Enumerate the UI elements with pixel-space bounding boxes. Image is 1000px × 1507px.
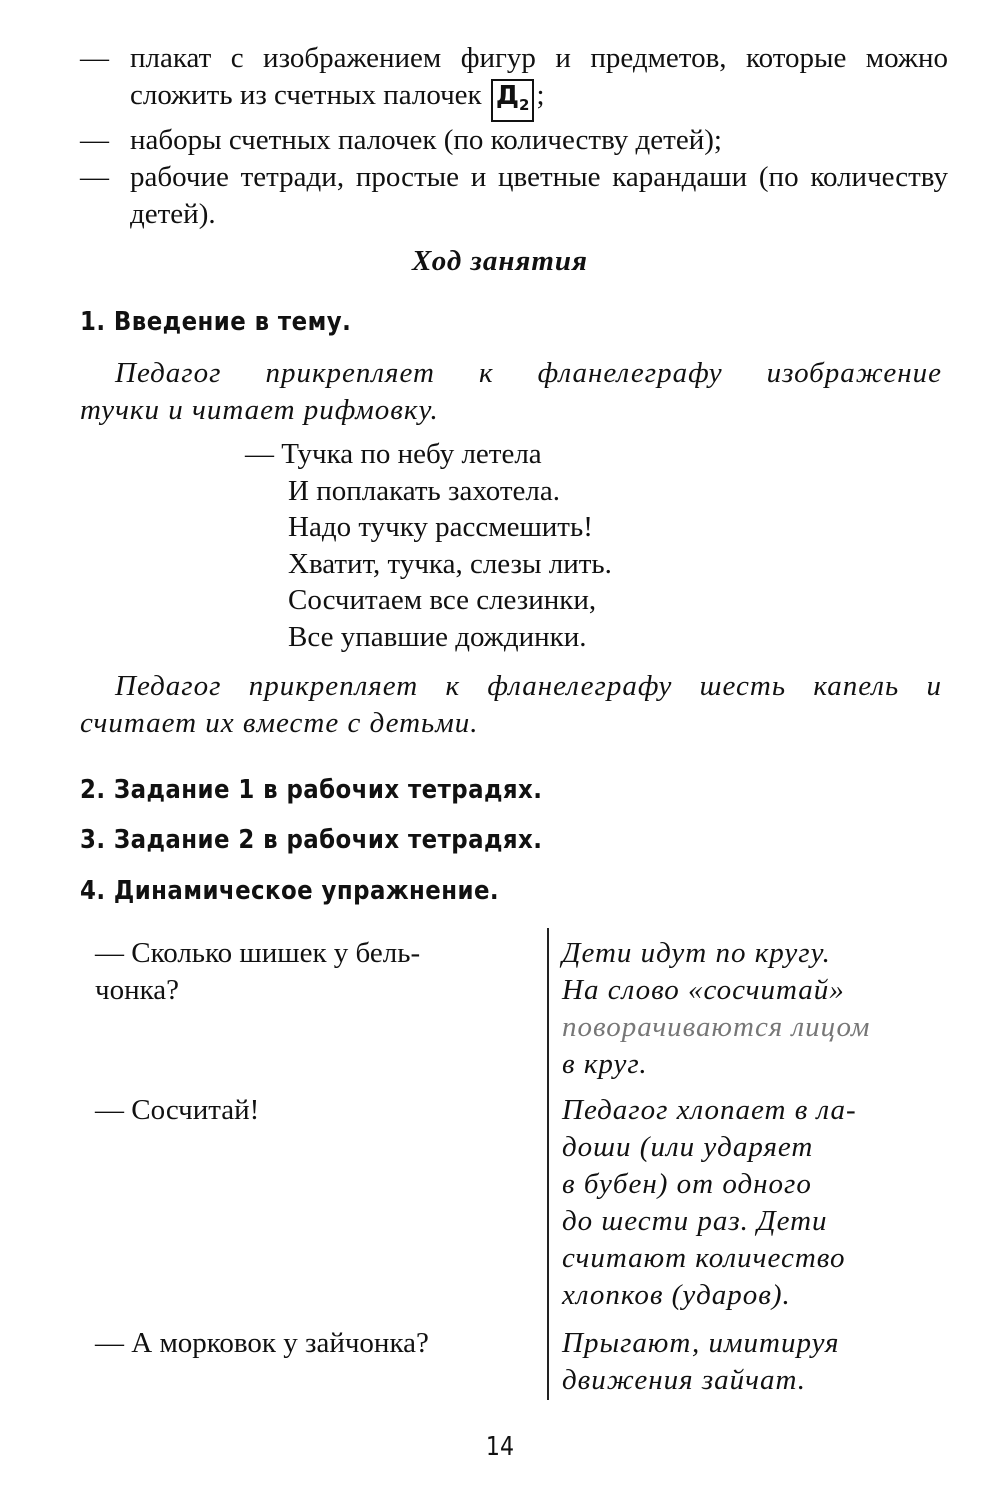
poem-line: Надо тучку рассмешить! — [288, 511, 593, 543]
section-heading-4: 4. Динамическое упражнение. — [80, 876, 500, 906]
column-divider — [547, 928, 549, 1400]
speech-cell: — А морковок у зайчонка? — [95, 1327, 429, 1359]
speech-cell: — Сосчитай! — [95, 1094, 260, 1126]
drops-paragraph: Педагог прикрепляет к фланелеграфу шесть капель и считает их вместе с детьми. — [80, 670, 942, 739]
poem-line: Сосчитаем все слезинки, — [288, 584, 597, 616]
list-item: — плакат с изображением фигур и предметов, которые можно сложить из счетных палочек $Д_2$ ; — [80, 40, 948, 122]
section-heading-1: 1. Введение в тему. — [80, 307, 352, 337]
list-item — [80, 122, 948, 159]
action-cell: Дети идут по кругу. На слово «сосчитай» поворачиваются лицом в круг. — [562, 937, 871, 1080]
speech-cell: — Сколько шишек у бель- чонка? — [95, 937, 421, 1006]
poem-line: И поплакать захотела. — [288, 474, 560, 507]
section-heading-2: 2. Задание 1 в рабочих тетрадях. — [80, 775, 543, 805]
poem-line: Все упавшие дождинки. — [288, 620, 587, 653]
handout-d2-icon: $Д_2$ — [491, 79, 535, 122]
section-heading-3: 3. Задание 2 в рабочих тетрадях. — [80, 825, 543, 855]
list-dash: — — [80, 42, 109, 74]
page-number: 14 — [485, 1432, 515, 1462]
list-dash: — — [80, 124, 109, 157]
lesson-heading: Ход занятия — [412, 245, 588, 277]
list-item-text: плакат с изображением фигур и предметов, которые можно сложить из счетных палочек — [130, 42, 948, 111]
list-item — [80, 159, 948, 233]
list-dash: — — [80, 161, 109, 194]
action-cell: Педагог хлопает в ла- доши (или ударяет в бубен) от одного до шести раз. Дети считают количество хлопков (ударов). — [562, 1094, 857, 1311]
action-cell: Прыгают, имитируя движения зайчат. — [562, 1327, 840, 1396]
list-item-text: наборы счетных палочек (по количеству детей); — [130, 124, 722, 157]
poem-line: Хватит, тучка, слезы лить. — [288, 547, 612, 580]
intro-paragraph: Педагог прикрепляет к фланелеграфу изображение тучки и читает рифмовку. — [80, 357, 942, 426]
materials-list — [80, 40, 948, 233]
list-item-text: рабочие тетради, простые и цветные карандаши (по количеству детей). — [130, 161, 948, 231]
poem-line: — Тучка по небу летела — [245, 438, 542, 470]
poem — [245, 436, 612, 655]
